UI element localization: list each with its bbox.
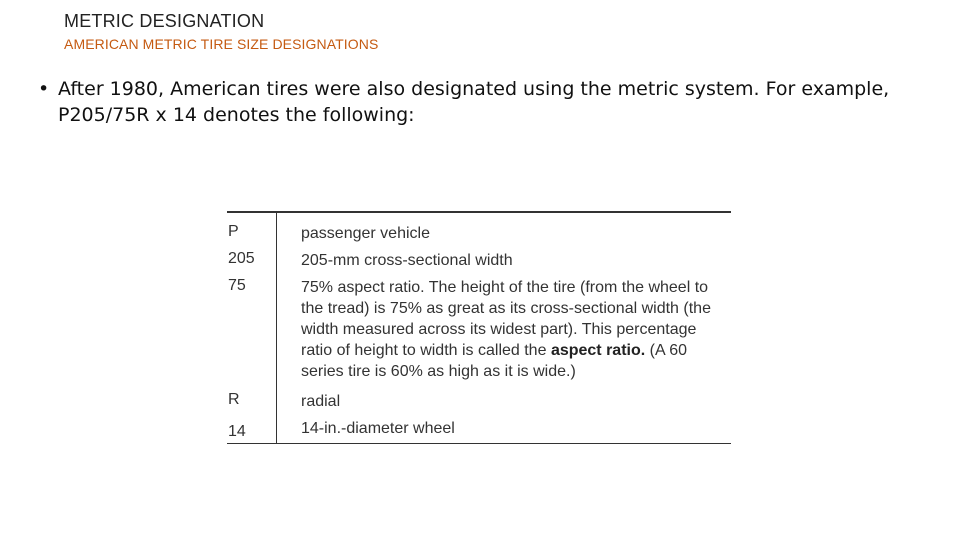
table-row-code: 205 [228, 250, 255, 267]
aspect-ratio-text: 75% aspect ratio. The height of the tire (from the wheel to the tread) is 75% as great as its cross-sectional width (the width measured across its widest part). This percentage ratio of height to width is called the [301, 279, 711, 359]
slide-subtitle: AMERICAN METRIC TIRE SIZE DESIGNATIONS [64, 36, 379, 52]
bullet-item [38, 76, 918, 128]
table-row-description: 205-mm cross-sectional width [301, 252, 513, 269]
table-row-code: R [228, 391, 240, 408]
aspect-ratio-term: aspect ratio. [550, 342, 646, 359]
bullet-text: After 1980, American tires were also designated using the metric system. For example, P205/75R x 14 denotes the following: [58, 78, 890, 126]
table-row-code: P [228, 223, 239, 240]
tire-designation-table [227, 211, 731, 444]
table-row-description [301, 277, 731, 382]
table-column-divider [276, 213, 277, 443]
table-row-description: 14-in.-diameter wheel [301, 420, 455, 437]
bullet-icon: • [38, 78, 50, 100]
table-row-description: radial [301, 393, 341, 410]
table-row-code: 14 [228, 423, 246, 440]
table-row-code: 75 [228, 277, 246, 294]
slide-title: METRIC DESIGNATION [64, 11, 265, 31]
table-row-description: passenger vehicle [301, 225, 430, 242]
aspect-ratio-note: (A 60 series tire is 60% as high as it is wide.) [301, 342, 688, 380]
